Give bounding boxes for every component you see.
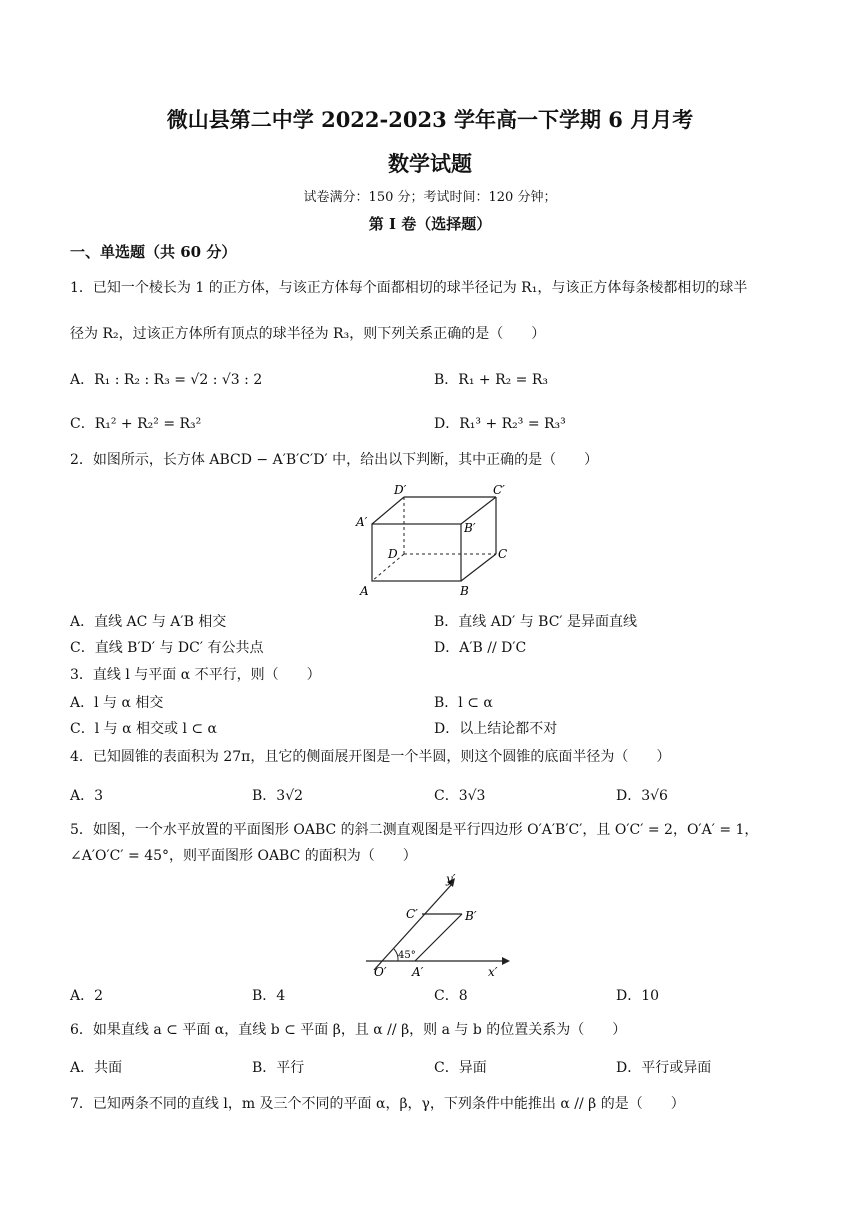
q6-option-b: B．平行 (252, 1060, 305, 1076)
q5-option-a: A．2 (70, 988, 104, 1004)
volume-heading: 第 I 卷（选择题） (368, 215, 492, 233)
label-d: D (388, 547, 398, 561)
label-x-prime: x′ (488, 965, 498, 979)
q3-option-b: B．l ⊂ α (434, 695, 493, 711)
label-a: A (360, 584, 369, 598)
q6-option-a: A．共面 (70, 1060, 123, 1076)
q1-option-d: D．R₁³ + R₂³ = R₃³ (434, 416, 566, 432)
q1-option-c: C．R₁² + R₂² = R₃² (70, 416, 202, 432)
q3-option-c: C．l 与 α 相交或 l ⊂ α (70, 721, 218, 737)
exam-title: 微山县第二中学 2022-2023 学年高一下学期 6 月月考 (166, 107, 694, 132)
section-heading: 一、单选题（共 60 分） (70, 243, 237, 261)
q2-option-a: A．直线 AC 与 A′B 相交 (70, 614, 227, 630)
q6-stem: 6．如果直线 a ⊂ 平面 α，直线 b ⊂ 平面 β，且 α // β，则 a 与 b 的位置关系为（ ） (70, 1022, 627, 1038)
label-b-prime: B′ (465, 909, 477, 923)
label-d-prime: D′ (394, 483, 407, 497)
q5-stem-line2: ∠A′O′C′ = 45°，则平面图形 OABC 的面积为（ ） (70, 848, 417, 864)
exam-subtitle: 数学试题 (388, 151, 472, 176)
label-b-prime: B′ (464, 521, 476, 535)
label-45-degrees: 45° (398, 950, 416, 961)
q1-stem-line1: 1．已知一个棱长为 1 的正方体，与该正方体每个面都相切的球半径记为 R₁，与该正方体每条棱都相切的球半 (70, 280, 748, 296)
q5-option-b: B．4 (252, 988, 286, 1004)
q2-stem: 2．如图所示，长方体 ABCD − A′B′C′D′ 中，给出以下判断，其中正确的是（ ） (70, 452, 599, 468)
q4-stem: 4．已知圆锥的表面积为 27π，且它的侧面展开图是一个半圆，则这个圆锥的底面半径为（ ） (70, 749, 671, 765)
q4-option-b: B．3√2 (252, 788, 304, 804)
cuboid-figure (350, 478, 520, 602)
label-a-prime: A′ (356, 515, 368, 529)
q1-option-a: A．R₁ : R₂ : R₃ = √2 : √3 : 2 (70, 372, 263, 388)
q2-option-d: D．A′B // D′C (434, 640, 527, 656)
q7-stem: 7．已知两条不同的直线 l，m 及三个不同的平面 α，β，γ，下列条件中能推出 α // β 的是（ ） (70, 1096, 685, 1112)
q6-option-c: C．异面 (434, 1060, 487, 1076)
oblique-figure (362, 870, 512, 980)
label-c-prime: C′ (406, 907, 418, 921)
label-o-prime: O′ (374, 965, 387, 979)
q5-stem-line1: 5．如图，一个水平放置的平面图形 OABC 的斜二测直观图是平行四边形 O′A′B′C′，且 O′C′ = 2，O′A′ = 1， (70, 822, 759, 838)
q4-option-a: A．3 (70, 788, 104, 804)
q3-stem: 3．直线 l 与平面 α 不平行，则（ ） (70, 667, 321, 683)
q2-option-c: C．直线 B′D′ 与 DC′ 有公共点 (70, 640, 264, 656)
label-a-prime: A′ (412, 965, 424, 979)
q5-option-c: C．8 (434, 988, 468, 1004)
q1-stem-line2: 径为 R₂，过该正方体所有顶点的球半径为 R₃，则下列关系正确的是（ ） (70, 326, 546, 342)
label-c-prime: C′ (493, 483, 505, 497)
q3-option-a: A．l 与 α 相交 (70, 695, 164, 711)
label-b: B (460, 584, 469, 598)
q2-option-b: B．直线 AD′ 与 BC′ 是异面直线 (434, 614, 638, 630)
q5-option-d: D．10 (616, 988, 660, 1004)
q6-option-d: D．平行或异面 (616, 1060, 712, 1076)
q1-option-b: B．R₁ + R₂ = R₃ (434, 372, 549, 388)
exam-info: 试卷满分：150 分；考试时间：120 分钟； (303, 190, 557, 205)
q4-option-c: C．3√3 (434, 788, 486, 804)
q3-option-d: D．以上结论都不对 (434, 721, 558, 737)
q4-option-d: D．3√6 (616, 788, 668, 804)
label-c: C (498, 547, 508, 561)
label-y-prime: y′ (446, 872, 456, 886)
